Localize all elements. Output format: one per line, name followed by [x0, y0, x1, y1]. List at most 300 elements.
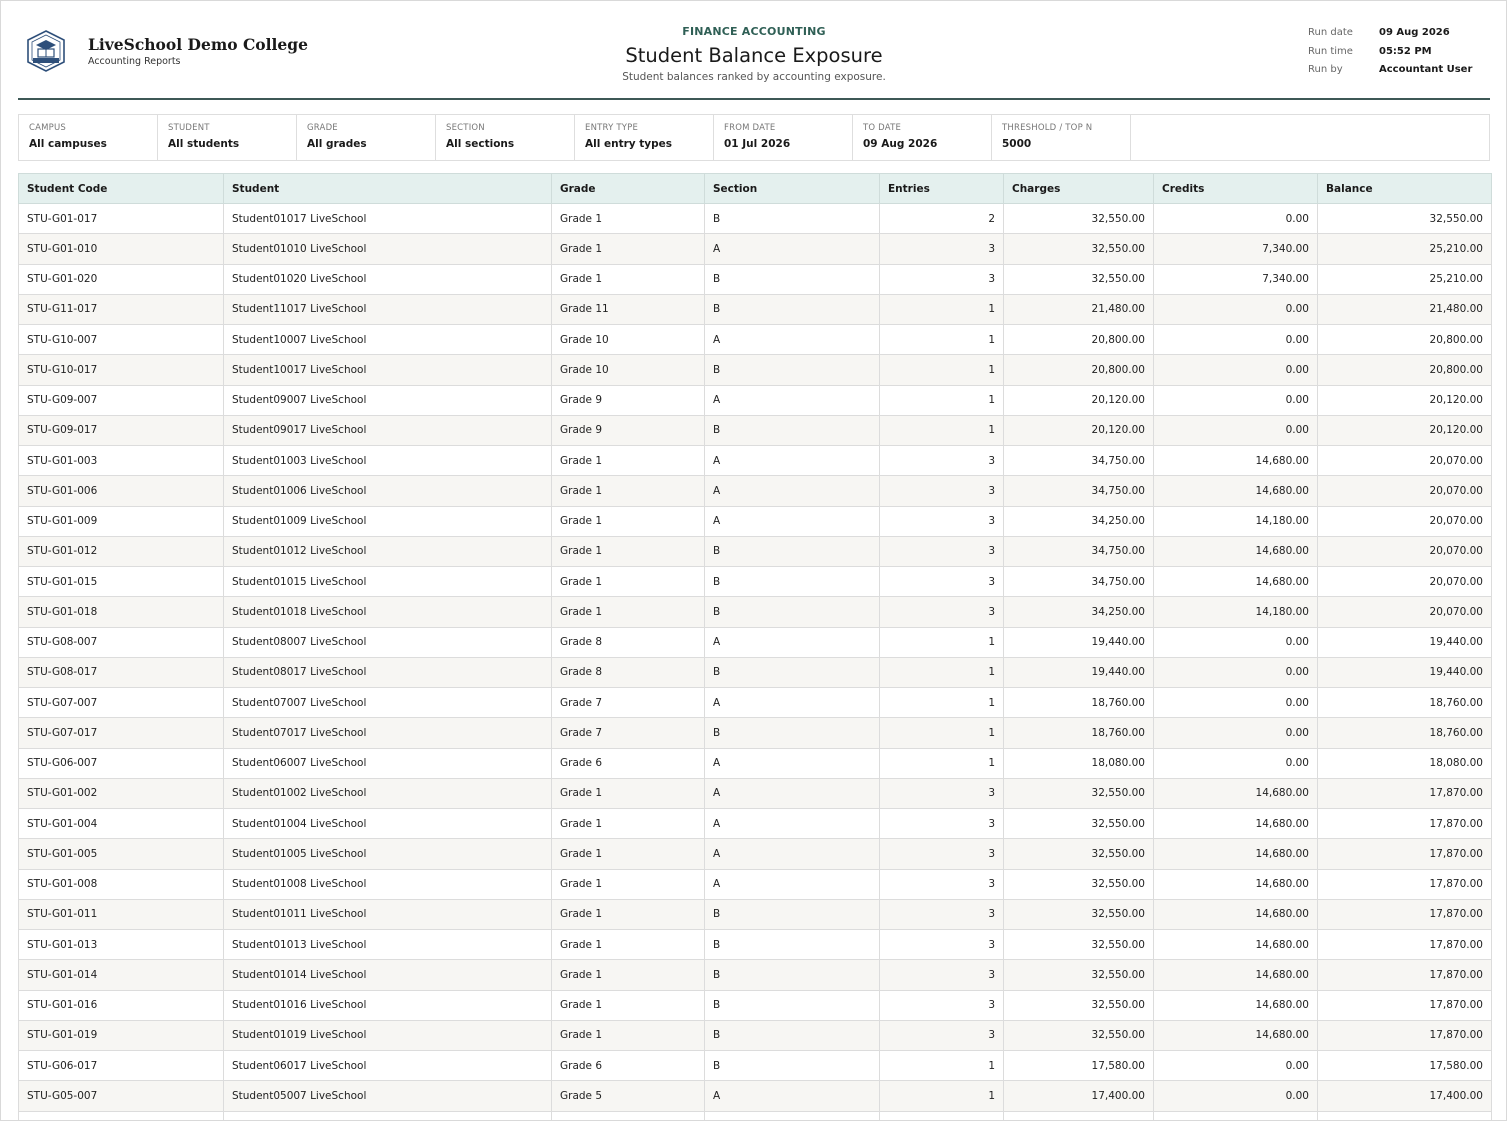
cell-student: Student01008 LiveSchool [224, 869, 552, 899]
cell-student-code: STU-G11-017 [19, 294, 224, 324]
table-row [19, 234, 1492, 264]
cell-balance: 20,120.00 [1318, 415, 1492, 445]
cell-section: A [705, 869, 880, 899]
cell-student-code: STU-G06-017 [19, 1051, 224, 1081]
cell-student-code: STU-G05-007 [19, 1081, 224, 1111]
cell-balance: 19,440.00 [1318, 657, 1492, 687]
filter-label: THRESHOLD / TOP N [1002, 123, 1093, 133]
cell-charges: 19,440.00 [1004, 627, 1154, 657]
cell-student-code: STU-G07-017 [19, 718, 224, 748]
cell-student: Student01017 LiveSchool [224, 204, 552, 234]
filter-value: All students [168, 138, 240, 150]
cell-section: B [705, 204, 880, 234]
cell-charges: 32,550.00 [1004, 264, 1154, 294]
cell-section: A [705, 778, 880, 808]
cell-student-code: STU-G09-017 [19, 415, 224, 445]
cell-entries: 1 [880, 657, 1004, 687]
filter-from-date [714, 115, 853, 160]
cell-charges: 20,120.00 [1004, 415, 1154, 445]
cell-balance: 17,870.00 [1318, 809, 1492, 839]
cell-credits: 14,680.00 [1154, 899, 1318, 929]
filter-value: All campuses [29, 138, 107, 150]
cell-student-code: STU-G07-007 [19, 688, 224, 718]
cell-student: Student01018 LiveSchool [224, 597, 552, 627]
column-header-student: Student [224, 174, 552, 204]
cell-grade: Grade 1 [552, 567, 705, 597]
cell-entries: 1 [880, 627, 1004, 657]
cell-grade: Grade 1 [552, 899, 705, 929]
cell-grade: Grade 1 [552, 597, 705, 627]
cell-entries: 3 [880, 446, 1004, 476]
run-by-row [1308, 64, 1488, 78]
college-subtitle: Accounting Reports [88, 56, 181, 67]
cell-grade: Grade 1 [552, 506, 705, 536]
cell-balance: 17,870.00 [1318, 778, 1492, 808]
cell-student-code: STU-G01-013 [19, 930, 224, 960]
table-row [19, 294, 1492, 324]
filter-value: 01 Jul 2026 [724, 138, 791, 150]
cell-student: Student07017 LiveSchool [224, 718, 552, 748]
cell-student-code: STU-G01-003 [19, 446, 224, 476]
cell-entries: 1 [880, 748, 1004, 778]
cell-section: A [705, 688, 880, 718]
cell-credits: 14,180.00 [1154, 597, 1318, 627]
cell-student-code: STU-G10-017 [19, 355, 224, 385]
cell-section: A [705, 839, 880, 869]
filter-label: SECTION [446, 123, 485, 133]
filter-label: GRADE [307, 123, 338, 133]
cell-student-code: STU-G01-006 [19, 476, 224, 506]
cell-balance: 20,120.00 [1318, 385, 1492, 415]
cell-student: Student01009 LiveSchool [224, 506, 552, 536]
table-row [19, 1111, 1492, 1121]
cell-credits: 0.00 [1154, 355, 1318, 385]
cell-section: B [705, 1020, 880, 1050]
filter-label: ENTRY TYPE [585, 123, 639, 133]
cell-entries: 3 [880, 839, 1004, 869]
cell-balance: 32,550.00 [1318, 204, 1492, 234]
cell-balance: 17,870.00 [1318, 869, 1492, 899]
cell-student [224, 1111, 552, 1121]
cell-student: Student01013 LiveSchool [224, 930, 552, 960]
cell-credits: 7,340.00 [1154, 264, 1318, 294]
cell-student-code: STU-G01-014 [19, 960, 224, 990]
cell-charges: 32,550.00 [1004, 778, 1154, 808]
cell-section: A [705, 234, 880, 264]
run-time-value: 05:52 PM [1379, 46, 1432, 57]
run-time-label: Run time [1308, 46, 1353, 57]
cell-grade: Grade 11 [552, 294, 705, 324]
cell-balance: 17,400.00 [1318, 1081, 1492, 1111]
cell-balance: 18,760.00 [1318, 718, 1492, 748]
table-row [19, 567, 1492, 597]
run-by-value: Accountant User [1379, 64, 1473, 75]
table-header [19, 174, 1492, 204]
cell-student: Student01011 LiveSchool [224, 899, 552, 929]
cell-credits: 7,340.00 [1154, 234, 1318, 264]
cell-grade: Grade 9 [552, 415, 705, 445]
cell-entries: 1 [880, 1081, 1004, 1111]
cell-balance: 17,870.00 [1318, 899, 1492, 929]
table-row [19, 869, 1492, 899]
column-header-entries: Entries [880, 174, 1004, 204]
cell-section: B [705, 960, 880, 990]
cell-student-code: STU-G01-015 [19, 567, 224, 597]
table-row [19, 778, 1492, 808]
cell-charges: 19,440.00 [1004, 657, 1154, 687]
cell-balance: 18,760.00 [1318, 688, 1492, 718]
cell-credits: 0.00 [1154, 1051, 1318, 1081]
cell-section: B [705, 1051, 880, 1081]
column-header-charges: Charges [1004, 174, 1154, 204]
cell-entries: 3 [880, 809, 1004, 839]
college-crest-icon [25, 29, 67, 73]
cell-credits: 0.00 [1154, 1081, 1318, 1111]
cell-student: Student05007 LiveSchool [224, 1081, 552, 1111]
report-header [18, 1, 1490, 100]
cell-grade: Grade 1 [552, 839, 705, 869]
table-row [19, 1020, 1492, 1050]
table-row [19, 415, 1492, 445]
cell-entries: 1 [880, 355, 1004, 385]
cell-student-code: STU-G09-007 [19, 385, 224, 415]
cell-grade: Grade 1 [552, 778, 705, 808]
cell-student-code: STU-G01-020 [19, 264, 224, 294]
brand [25, 29, 325, 75]
cell-charges: 18,080.00 [1004, 748, 1154, 778]
cell-credits: 14,680.00 [1154, 446, 1318, 476]
cell-student-code: STU-G08-007 [19, 627, 224, 657]
filter-value: All grades [307, 138, 367, 150]
cell-student: Student09007 LiveSchool [224, 385, 552, 415]
cell-entries: 3 [880, 990, 1004, 1020]
cell-section: B [705, 264, 880, 294]
cell-entries: 3 [880, 960, 1004, 990]
cell-grade: Grade 1 [552, 809, 705, 839]
cell-charges: 32,550.00 [1004, 1020, 1154, 1050]
cell-student-code: STU-G10-007 [19, 325, 224, 355]
cell-grade: Grade 1 [552, 264, 705, 294]
report-kicker: FINANCE ACCOUNTING [682, 25, 826, 38]
cell-charges: 34,750.00 [1004, 446, 1154, 476]
cell-student-code: STU-G06-007 [19, 748, 224, 778]
table-row [19, 536, 1492, 566]
cell-credits: 14,680.00 [1154, 960, 1318, 990]
cell-credits: 14,680.00 [1154, 869, 1318, 899]
cell-grade: Grade 1 [552, 990, 705, 1020]
cell-student: Student01006 LiveSchool [224, 476, 552, 506]
cell-credits: 0.00 [1154, 627, 1318, 657]
cell-grade: Grade 1 [552, 234, 705, 264]
filter-value: 09 Aug 2026 [863, 138, 938, 150]
cell-charges: 34,250.00 [1004, 506, 1154, 536]
cell-charges: 32,550.00 [1004, 930, 1154, 960]
cell-balance: 20,070.00 [1318, 536, 1492, 566]
table-row [19, 809, 1492, 839]
cell-student-code: STU-G01-008 [19, 869, 224, 899]
cell-student: Student01015 LiveSchool [224, 567, 552, 597]
cell-entries: 3 [880, 506, 1004, 536]
cell-balance: 17,580.00 [1318, 1051, 1492, 1081]
cell-student-code: STU-G01-012 [19, 536, 224, 566]
cell-student: Student08007 LiveSchool [224, 627, 552, 657]
cell-balance: 20,070.00 [1318, 567, 1492, 597]
cell-section: A [705, 446, 880, 476]
table-row [19, 839, 1492, 869]
cell-charges: 34,250.00 [1004, 597, 1154, 627]
cell-balance: 20,800.00 [1318, 325, 1492, 355]
filter-value: All entry types [585, 138, 673, 150]
table-row [19, 899, 1492, 929]
cell-balance: 25,210.00 [1318, 264, 1492, 294]
filter-section [436, 115, 575, 160]
cell-student-code: STU-G01-011 [19, 899, 224, 929]
cell-balance: 18,080.00 [1318, 748, 1492, 778]
college-name: LiveSchool Demo College [88, 35, 308, 54]
cell-student: Student01012 LiveSchool [224, 536, 552, 566]
report-heading [554, 25, 954, 83]
filter-label: TO DATE [863, 123, 902, 133]
cell-entries: 1 [880, 294, 1004, 324]
cell-student: Student01005 LiveSchool [224, 839, 552, 869]
cell-credits: 14,680.00 [1154, 536, 1318, 566]
cell-credits: 0.00 [1154, 294, 1318, 324]
cell-credits: 14,680.00 [1154, 476, 1318, 506]
cell-charges: 32,550.00 [1004, 960, 1154, 990]
cell-charges [1004, 1111, 1154, 1121]
cell-charges: 32,550.00 [1004, 990, 1154, 1020]
cell-charges: 32,550.00 [1004, 899, 1154, 929]
cell-section: B [705, 294, 880, 324]
table-row [19, 476, 1492, 506]
cell-section [705, 1111, 880, 1121]
cell-entries: 1 [880, 718, 1004, 748]
cell-section: A [705, 506, 880, 536]
cell-entries: 3 [880, 869, 1004, 899]
cell-credits: 14,680.00 [1154, 567, 1318, 597]
cell-charges: 32,550.00 [1004, 234, 1154, 264]
cell-credits: 14,680.00 [1154, 778, 1318, 808]
table-row [19, 204, 1492, 234]
cell-credits: 0.00 [1154, 385, 1318, 415]
cell-charges: 17,580.00 [1004, 1051, 1154, 1081]
table-row [19, 718, 1492, 748]
cell-section: A [705, 748, 880, 778]
cell-credits: 0.00 [1154, 718, 1318, 748]
cell-balance: 17,870.00 [1318, 839, 1492, 869]
cell-entries: 3 [880, 567, 1004, 597]
table-row [19, 264, 1492, 294]
cell-student-code: STU-G01-004 [19, 809, 224, 839]
header-row [19, 174, 1492, 204]
cell-credits [1154, 1111, 1318, 1121]
cell-section: A [705, 325, 880, 355]
table-row [19, 1081, 1492, 1111]
cell-charges: 32,550.00 [1004, 869, 1154, 899]
cell-section: A [705, 385, 880, 415]
cell-student: Student10007 LiveSchool [224, 325, 552, 355]
report-title: Student Balance Exposure [625, 44, 883, 67]
cell-balance: 20,800.00 [1318, 355, 1492, 385]
filter-grade [297, 115, 436, 160]
cell-grade: Grade 1 [552, 204, 705, 234]
cell-grade: Grade 8 [552, 627, 705, 657]
cell-grade: Grade 6 [552, 748, 705, 778]
cell-student-code: STU-G08-017 [19, 657, 224, 687]
cell-charges: 34,750.00 [1004, 567, 1154, 597]
cell-section: B [705, 415, 880, 445]
table-row [19, 506, 1492, 536]
cell-section: B [705, 718, 880, 748]
table-row [19, 748, 1492, 778]
cell-section: B [705, 899, 880, 929]
cell-section: B [705, 990, 880, 1020]
cell-student-code: STU-G01-017 [19, 204, 224, 234]
cell-charges: 18,760.00 [1004, 688, 1154, 718]
cell-balance: 20,070.00 [1318, 476, 1492, 506]
cell-balance: 20,070.00 [1318, 506, 1492, 536]
cell-credits: 0.00 [1154, 688, 1318, 718]
cell-credits: 14,180.00 [1154, 506, 1318, 536]
cell-balance: 21,480.00 [1318, 294, 1492, 324]
cell-student: Student06007 LiveSchool [224, 748, 552, 778]
filter-label: CAMPUS [29, 123, 67, 133]
cell-balance: 17,870.00 [1318, 960, 1492, 990]
filter-label: FROM DATE [724, 123, 776, 133]
cell-entries: 3 [880, 476, 1004, 506]
cell-grade: Grade 9 [552, 385, 705, 415]
cell-credits: 14,680.00 [1154, 1020, 1318, 1050]
cell-entries: 3 [880, 234, 1004, 264]
cell-credits: 14,680.00 [1154, 990, 1318, 1020]
cell-balance: 17,870.00 [1318, 1020, 1492, 1050]
cell-student: Student01020 LiveSchool [224, 264, 552, 294]
cell-credits: 0.00 [1154, 415, 1318, 445]
run-by-label: Run by [1308, 64, 1343, 75]
cell-entries: 1 [880, 688, 1004, 718]
run-date-value: 09 Aug 2026 [1379, 27, 1450, 38]
cell-grade: Grade 10 [552, 355, 705, 385]
cell-grade: Grade 1 [552, 1020, 705, 1050]
column-header-grade: Grade [552, 174, 705, 204]
cell-grade [552, 1111, 705, 1121]
cell-student: Student01003 LiveSchool [224, 446, 552, 476]
cell-entries: 1 [880, 1051, 1004, 1081]
table-row [19, 1051, 1492, 1081]
cell-student: Student06017 LiveSchool [224, 1051, 552, 1081]
filter-student [158, 115, 297, 160]
cell-entries: 2 [880, 204, 1004, 234]
cell-student-code: STU-G01-002 [19, 778, 224, 808]
cell-balance [1318, 1111, 1492, 1121]
cell-grade: Grade 1 [552, 930, 705, 960]
cell-charges: 21,480.00 [1004, 294, 1154, 324]
cell-credits: 14,680.00 [1154, 809, 1318, 839]
cell-grade: Grade 1 [552, 446, 705, 476]
cell-credits: 0.00 [1154, 325, 1318, 355]
cell-charges: 32,550.00 [1004, 839, 1154, 869]
cell-charges: 34,750.00 [1004, 536, 1154, 566]
column-header-balance: Balance [1318, 174, 1492, 204]
cell-section: B [705, 657, 880, 687]
run-time-row [1308, 46, 1488, 60]
cell-credits: 0.00 [1154, 204, 1318, 234]
cell-charges: 20,800.00 [1004, 325, 1154, 355]
cell-entries: 1 [880, 325, 1004, 355]
table-row [19, 385, 1492, 415]
cell-grade: Grade 1 [552, 536, 705, 566]
cell-grade: Grade 1 [552, 476, 705, 506]
cell-charges: 20,120.00 [1004, 385, 1154, 415]
cell-student-code: STU-G01-005 [19, 839, 224, 869]
cell-student-code: STU-G01-010 [19, 234, 224, 264]
filter-value: All sections [446, 138, 515, 150]
run-date-row [1308, 27, 1488, 41]
filter-summary [18, 114, 1490, 161]
cell-balance: 17,870.00 [1318, 990, 1492, 1020]
column-header-student-code: Student Code [19, 174, 224, 204]
cell-charges: 32,550.00 [1004, 204, 1154, 234]
filter-label: STUDENT [168, 123, 210, 133]
cell-section: A [705, 627, 880, 657]
cell-entries: 3 [880, 536, 1004, 566]
cell-student: Student01019 LiveSchool [224, 1020, 552, 1050]
column-header-credits: Credits [1154, 174, 1318, 204]
cell-student-code: STU-G01-016 [19, 990, 224, 1020]
cell-credits: 14,680.00 [1154, 930, 1318, 960]
cell-student-code: STU-G01-019 [19, 1020, 224, 1050]
table-row [19, 960, 1492, 990]
cell-section: B [705, 536, 880, 566]
cell-student: Student01004 LiveSchool [224, 809, 552, 839]
table-row [19, 627, 1492, 657]
table-row [19, 355, 1492, 385]
cell-section: B [705, 930, 880, 960]
cell-section: A [705, 1081, 880, 1111]
cell-entries: 3 [880, 778, 1004, 808]
table-row [19, 930, 1492, 960]
cell-student: Student01016 LiveSchool [224, 990, 552, 1020]
cell-student-code: STU-G01-009 [19, 506, 224, 536]
cell-balance: 19,440.00 [1318, 627, 1492, 657]
cell-section: A [705, 809, 880, 839]
cell-charges: 17,400.00 [1004, 1081, 1154, 1111]
cell-balance: 20,070.00 [1318, 446, 1492, 476]
report-subtitle: Student balances ranked by accounting exposure. [622, 71, 886, 83]
cell-charges: 32,550.00 [1004, 809, 1154, 839]
cell-entries: 3 [880, 930, 1004, 960]
cell-credits: 14,680.00 [1154, 839, 1318, 869]
cell-section: A [705, 476, 880, 506]
cell-balance: 17,870.00 [1318, 930, 1492, 960]
table-row [19, 990, 1492, 1020]
cell-grade: Grade 5 [552, 1081, 705, 1111]
table-row [19, 325, 1492, 355]
filter-to-date [853, 115, 992, 160]
run-date-label: Run date [1308, 27, 1353, 38]
table-row [19, 657, 1492, 687]
cell-grade: Grade 6 [552, 1051, 705, 1081]
cell-balance: 25,210.00 [1318, 234, 1492, 264]
cell-student: Student01002 LiveSchool [224, 778, 552, 808]
cell-student: Student11017 LiveSchool [224, 294, 552, 324]
cell-student-code [19, 1111, 224, 1121]
table-body [19, 204, 1492, 1121]
cell-entries: 1 [880, 385, 1004, 415]
cell-grade: Grade 10 [552, 325, 705, 355]
cell-credits: 0.00 [1154, 657, 1318, 687]
column-header-section: Section [705, 174, 880, 204]
